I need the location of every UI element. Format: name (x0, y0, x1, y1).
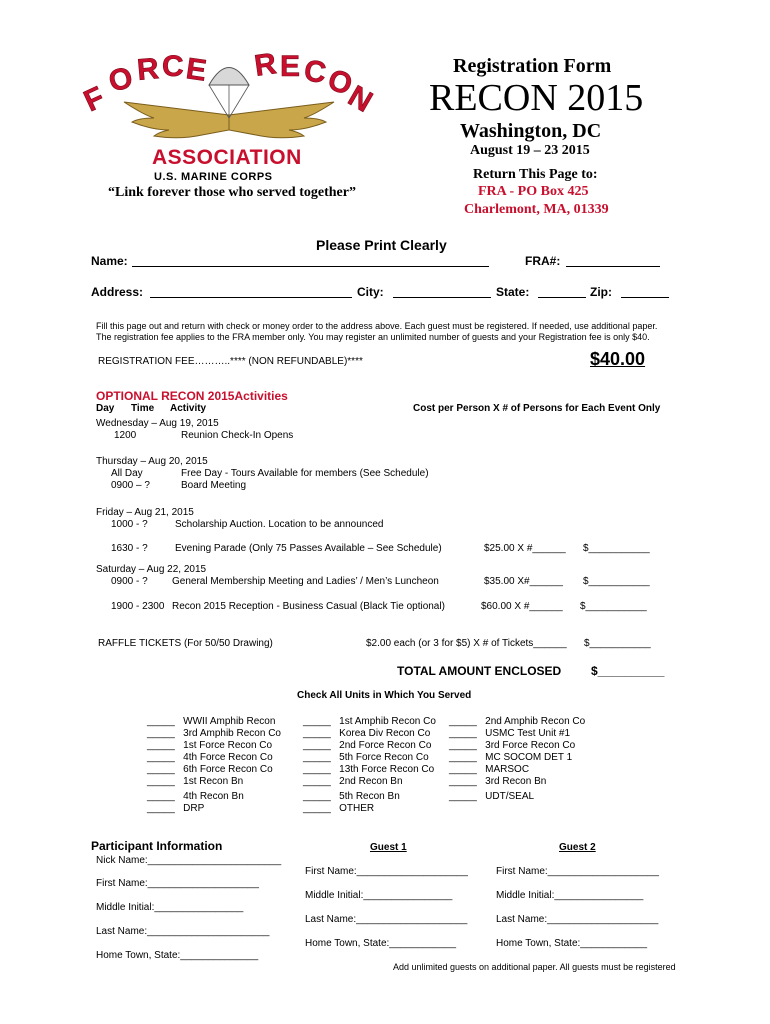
zip-field[interactable] (621, 286, 669, 298)
col-activity: Activity (170, 403, 207, 414)
registration-fee-amount: $40.00 (590, 349, 646, 369)
guest2-middle-initial[interactable]: Middle Initial:________________ (496, 890, 644, 901)
unit-checkbox[interactable]: _____ MARSOC (449, 764, 530, 775)
unit-checkbox[interactable]: _____ 5th Force Recon Co (303, 752, 429, 763)
guest2-home-town[interactable]: Home Town, State:____________ (496, 938, 648, 949)
saturday-cost-2[interactable]: $60.00 X #______ (481, 601, 563, 612)
unit-checkbox[interactable]: _____ 1st Force Recon Co (147, 740, 273, 751)
address-field[interactable] (150, 286, 352, 298)
unit-checkbox[interactable]: _____ UDT/SEAL (449, 791, 535, 802)
total-amount-field[interactable]: $__________ (591, 664, 665, 678)
units-column-3 (449, 716, 585, 803)
zip-label: Zip: (590, 285, 612, 299)
state-label: State: (496, 285, 530, 299)
participant-nick-name[interactable]: Nick Name:________________________ (96, 855, 282, 866)
guests-footer-note: Add unlimited guests on additional paper. All guests must be registered (393, 962, 676, 972)
saturday-time-1: 0900 - ? (111, 576, 148, 587)
guest-2-heading: Guest 2 (559, 842, 596, 853)
friday-total-2[interactable]: $___________ (583, 543, 650, 554)
thursday-date: Thursday – Aug 20, 2015 (96, 456, 208, 467)
unit-checkbox[interactable]: _____ WWII Amphib Recon (147, 716, 276, 727)
unit-checkbox[interactable]: _____ 6th Force Recon Co (147, 764, 273, 775)
unit-checkbox[interactable]: _____ MC SOCOM DET 1 (449, 752, 573, 763)
unit-checkbox[interactable]: _____ USMC Test Unit #1 (449, 728, 570, 739)
unit-checkbox[interactable]: _____ 3rd Amphib Recon Co (147, 728, 281, 739)
thursday-event-1: Free Day - Tours Available for members (See Schedule) (181, 468, 429, 479)
total-amount-label: TOTAL AMOUNT ENCLOSED (397, 664, 562, 678)
wednesday-date: Wednesday – Aug 19, 2015 (96, 418, 219, 429)
unit-checkbox[interactable]: _____ 1st Amphib Recon Co (303, 716, 436, 727)
unit-checkbox[interactable]: _____ 3rd Recon Bn (449, 776, 547, 787)
thursday-time-2: 0900 – ? (111, 480, 150, 491)
saturday-date: Saturday – Aug 22, 2015 (96, 564, 207, 575)
participant-middle-initial[interactable]: Middle Initial:________________ (96, 902, 244, 913)
unit-checkbox[interactable]: _____ OTHER (303, 803, 375, 814)
raffle-total[interactable]: $___________ (584, 638, 651, 649)
logo-letter-c: C (162, 50, 184, 83)
logo-letter-o2: O (323, 63, 357, 102)
friday-cost-2[interactable]: $25.00 X #______ (484, 543, 566, 554)
participant-last-name[interactable]: Last Name:______________________ (96, 926, 270, 937)
units-column-1 (147, 716, 281, 815)
friday-date: Friday – Aug 21, 2015 (96, 507, 194, 518)
unit-checkbox[interactable]: _____ 4th Force Recon Co (147, 752, 273, 763)
logo-letter-n: N (342, 79, 378, 119)
fra-number-field[interactable] (566, 255, 660, 267)
fra-number-label: FRA#: (525, 254, 561, 268)
participant-first-name[interactable]: First Name:____________________ (96, 878, 259, 889)
friday-event-1: Scholarship Auction. Location to be announced (175, 519, 384, 530)
logo-letter-e2: E (280, 50, 301, 83)
col-day: Day (96, 403, 115, 414)
form-title: Registration Form (453, 55, 612, 77)
unit-checkbox[interactable]: _____ 2nd Force Recon Co (303, 740, 432, 751)
state-field[interactable] (538, 286, 586, 298)
logo-letter-c2: C (302, 54, 329, 90)
raffle-cost[interactable]: $2.00 each (or 3 for $5) X # of Tickets______ (366, 638, 567, 649)
return-address-line2: Charlemont, MA, 01339 (464, 202, 609, 217)
guest1-middle-initial[interactable]: Middle Initial:________________ (305, 890, 453, 901)
guest1-last-name[interactable]: Last Name:____________________ (305, 914, 468, 925)
city-field[interactable] (393, 286, 491, 298)
unit-checkbox[interactable]: _____ 2nd Recon Bn (303, 776, 403, 787)
units-column-2 (303, 716, 436, 815)
guest1-home-town[interactable]: Home Town, State:____________ (305, 938, 457, 949)
saturday-time-2: 1900 - 2300 (111, 601, 165, 612)
logo-letter-f: F (79, 80, 110, 119)
logo-letter-e: E (184, 52, 209, 88)
return-address-line1: FRA - PO Box 425 (478, 184, 589, 199)
friday-event-2: Evening Parade (Only 75 Passes Available – See Schedule) (175, 543, 442, 554)
logo-corps: U.S. MARINE CORPS (154, 171, 273, 183)
saturday-total-2[interactable]: $___________ (580, 601, 647, 612)
raffle-label: RAFFLE TICKETS (For 50/50 Drawing) (98, 638, 273, 649)
unit-checkbox[interactable]: _____ 4th Recon Bn (147, 791, 244, 802)
return-label: Return This Page to: (473, 167, 598, 182)
units-title: Check All Units in Which You Served (297, 690, 472, 701)
saturday-total-1[interactable]: $___________ (583, 576, 650, 587)
unit-checkbox[interactable]: _____ Korea Div Recon Co (303, 728, 431, 739)
event-dates: August 19 – 23 2015 (470, 143, 590, 158)
saturday-cost-1[interactable]: $35.00 X#______ (484, 576, 563, 587)
friday-time-2: 1630 - ? (111, 543, 148, 554)
instructions-line2: The registration fee applies to the FRA member only. You may register an unlimited number of guests and your Registration fee is only $40. (96, 332, 650, 342)
logo-letter-r2: R (252, 47, 279, 83)
name-label: Name: (91, 254, 128, 268)
event-title: RECON 2015 (429, 77, 644, 119)
name-field[interactable] (132, 255, 489, 267)
unit-checkbox[interactable]: _____ DRP (147, 803, 205, 814)
friday-time-1: 1000 - ? (111, 519, 148, 530)
guest2-first-name[interactable]: First Name:____________________ (496, 866, 659, 877)
participant-home-town[interactable]: Home Town, State:______________ (96, 950, 259, 961)
wednesday-event: Reunion Check-In Opens (181, 430, 294, 441)
unit-checkbox[interactable]: _____ 3rd Force Recon Co (449, 740, 576, 751)
guest-1-heading: Guest 1 (370, 842, 407, 853)
event-location: Washington, DC (460, 120, 602, 142)
guest2-last-name[interactable]: Last Name:____________________ (496, 914, 659, 925)
instructions-line1: Fill this page out and return with check or money order to the address above. Each guest must be registered. If needed, use additional paper. (96, 321, 658, 331)
print-clearly-heading: Please Print Clearly (316, 237, 447, 253)
registration-fee-label: REGISTRATION FEE………..**** (NON REFUNDABLE)**** (98, 356, 363, 367)
force-recon-logo (79, 40, 378, 200)
city-label: City: (357, 285, 384, 299)
unit-checkbox[interactable]: _____ 13th Force Recon Co (303, 764, 435, 775)
logo-letter-r: R (135, 52, 161, 87)
participant-info-title: Participant Information (91, 839, 223, 853)
saturday-event-2: Recon 2015 Reception - Business Casual (Black Tie optional) (172, 601, 445, 612)
logo-association: ASSOCIATION (152, 146, 302, 169)
thursday-event-2: Board Meeting (181, 480, 247, 491)
col-time: Time (131, 403, 155, 414)
unit-checkbox[interactable]: _____ 1st Recon Bn (147, 776, 244, 787)
unit-checkbox[interactable]: _____ 2nd Amphib Recon Co (449, 716, 586, 727)
col-cost: Cost per Person X # of Persons for Each Event Only (413, 403, 661, 414)
logo-wings-emblem (79, 40, 378, 160)
address-label: Address: (91, 285, 144, 299)
wednesday-time: 1200 (114, 430, 137, 441)
saturday-event-1: General Membership Meeting and Ladies’ / Men’s Luncheon (172, 576, 439, 587)
activities-title: OPTIONAL RECON 2015Activities (96, 389, 288, 403)
unit-checkbox[interactable]: _____ 5th Recon Bn (303, 791, 400, 802)
motto: “Link forever those who served together” (108, 185, 356, 200)
guest1-first-name[interactable]: First Name:____________________ (305, 866, 468, 877)
logo-letter-o: O (105, 60, 137, 99)
thursday-time-1: All Day (111, 468, 143, 479)
